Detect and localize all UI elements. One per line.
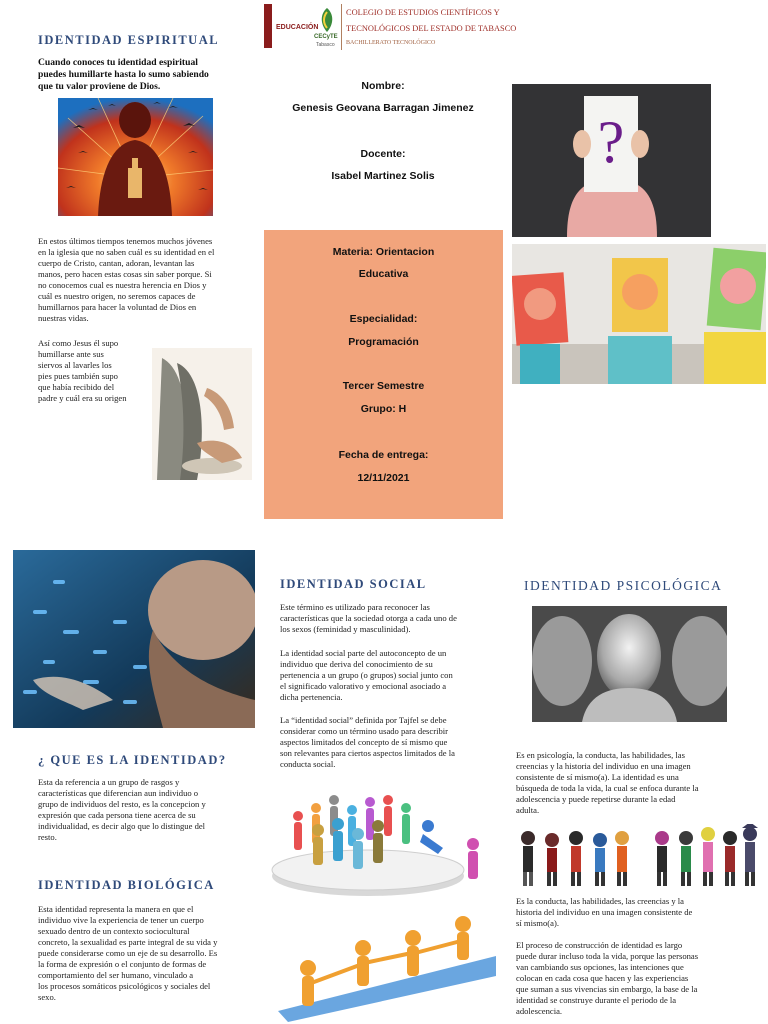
- text-line: manos, pero hacen estas cosas sin saber porque. Si: [38, 269, 212, 279]
- text-line: historia del individuo en una imagen consistente de: [516, 907, 693, 917]
- college-name-line3: BACHILLERATO TECNOLÓGICO: [346, 40, 436, 46]
- text-line: adulta.: [516, 805, 540, 815]
- social-title: IDENTIDAD SOCIAL: [280, 577, 427, 591]
- quote-line: Cuando conoces tu identidad espiritual: [38, 57, 198, 68]
- text-line: Es la conducta, las habilidades, las creencias y la: [516, 896, 684, 906]
- espiritual-paragraph-1: [38, 236, 253, 324]
- text-line: Este término es utilizado para reconocer las: [280, 602, 430, 612]
- social-paragraph-3: [280, 715, 495, 770]
- text-line: El proceso de construcción de identidad es largo: [516, 940, 683, 950]
- text-line: padre y cuál era su origen: [38, 393, 127, 403]
- text-line: el significado valorativo y emocional asociado a: [280, 681, 447, 691]
- semestre: Tercer Semestre: [342, 380, 425, 392]
- text-line: puede durar incluso toda la vida, porque las personas: [516, 951, 699, 961]
- text-line: que suman a sus vivencias sin embargo, la base de la: [516, 984, 698, 994]
- text-line: características que la sociedad otorga a cada uno de: [280, 613, 457, 623]
- text-line: Así como Jesus él supo: [38, 338, 119, 348]
- text-line: conducta social.: [280, 759, 336, 769]
- text-line: características que diferencian aun individuo o: [38, 788, 199, 798]
- psicologica-title: IDENTIDAD PSICOLÓGICA: [524, 578, 723, 593]
- text-line: son relevantes para ciertos aspectos limitados de la: [280, 748, 455, 758]
- text-line: identidad se construye durante el periodo de la: [516, 995, 677, 1005]
- text-line: individuo vive la experiencia de tener un cuerpo: [38, 915, 204, 925]
- text-line: humillarse ante sus: [38, 349, 104, 359]
- espiritual-title: IDENTIDAD ESPIRITUAL: [38, 33, 220, 47]
- dna-human-image: [13, 550, 255, 728]
- que-es-paragraph: [38, 777, 253, 843]
- materia-label: Materia: Orientacion: [332, 246, 435, 258]
- text-line: humillarnos para hacer la voluntad de Dios en: [38, 302, 197, 312]
- puzzle-people-image: [278, 916, 496, 1022]
- sep-emblem: [264, 4, 272, 48]
- text-line: cuál es nuestro origen, no seremos capaces de: [38, 291, 196, 301]
- text-line: cuerpo de Cristo, cantan, adoran, levantan las: [38, 258, 195, 268]
- text-line: adolescencia.: [516, 1006, 563, 1016]
- psicologica-paragraph-3: [516, 940, 742, 1017]
- text-line: concreto, la sexualidad es parte integral de su vida y: [38, 937, 218, 947]
- tabasco-wordmark: Tabasco: [316, 42, 335, 48]
- text-line: Es en psicología, la conducta, las habilidades, las: [516, 750, 685, 760]
- text-line: en la iglesia que no saben cuál es su identidad en el: [38, 247, 215, 257]
- spiritual-figure-image: [58, 98, 213, 216]
- quote-line: que tu valor proviene de Dios.: [38, 81, 161, 92]
- text-line: aspectos limitados del concepto de sí mismo que: [280, 737, 448, 747]
- group-people-image: [268, 786, 500, 900]
- text-line: sexuado dentro de un contexto sociocultural: [38, 926, 190, 936]
- biologica-title: IDENTIDAD BIOLÓGICA: [38, 878, 215, 892]
- text-line: Esta da referencia a un grupo de rasgos y: [38, 777, 180, 787]
- educacion-wordmark: EDUCACIÓN: [276, 24, 319, 31]
- cecyte-logo-icon: [316, 6, 338, 34]
- college-name-line1: COLEGIO DE ESTUDIOS CIENTÍFICOS Y: [346, 8, 500, 17]
- text-line: considerar como un término usado para describir: [280, 726, 448, 736]
- text-line: grupo de individuos del resto, es la concepcion y: [38, 799, 206, 809]
- biologica-paragraph: [38, 904, 253, 1003]
- teacher-name: Isabel Martinez Solis: [331, 170, 435, 182]
- text-line: adolescencia y puede repetirse durante la edad: [516, 794, 676, 804]
- text-line: resto.: [38, 832, 57, 842]
- text-line: colocan en cada cosa que hacen y las experiencias: [516, 973, 689, 983]
- text-line: los sexos (feminidad y masculinidad).: [280, 624, 411, 634]
- social-paragraph-2: [280, 648, 495, 703]
- especialidad-label: Especialidad:: [349, 313, 418, 325]
- svg-text:?: ?: [597, 109, 625, 175]
- info-card: [264, 230, 503, 519]
- college-name-line2: TECNOLÓGICOS DEL ESTADO DE TABASCO: [346, 24, 517, 33]
- children-drawings-image: [512, 244, 766, 384]
- quote-line: puedes humillarte hasta lo sumo sabiendo: [38, 69, 209, 80]
- cartoon-characters-image: [516, 824, 760, 894]
- school-logo: [264, 2, 517, 52]
- psicologica-paragraph-2: [516, 896, 736, 929]
- text-line: sí mismo(a).: [516, 918, 559, 928]
- question-mark-image: [512, 84, 711, 237]
- cecyte-wordmark: CECyTE: [314, 34, 338, 40]
- text-line: pertenencia a un grupo (o grupos) social junto con: [280, 670, 453, 680]
- text-line: expresión que cada persona tiene acerca de su: [38, 810, 196, 820]
- text-line: búsqueda de toda la vida, la cual se enfoca durante la: [516, 783, 699, 793]
- text-line: La “identidad social” definida por Tajfel se debe: [280, 715, 447, 725]
- text-line: comportamiento del ser humano, vinculado a: [38, 970, 194, 980]
- text-line: creencias y la historia del individuo en una imagen: [516, 761, 691, 771]
- psicologica-paragraph-1: [516, 750, 736, 816]
- text-line: los procesos somáticos psicológicos y sociales del: [38, 981, 211, 991]
- text-line: La identidad social parte del autoconcepto de un: [280, 648, 447, 658]
- docente-label: Docente:: [360, 148, 406, 160]
- text-line: Esta identidad representa la manera en que el: [38, 904, 194, 914]
- foot-washing-image: [152, 348, 252, 480]
- text-line: puede considerarse como un eje de su desarrollo. Es: [38, 948, 218, 958]
- text-line: dicha pertenencia.: [280, 692, 343, 702]
- text-line: pies pues también supo: [38, 371, 118, 381]
- text-line: nuestras vidas.: [38, 313, 89, 323]
- text-line: En estos últimos tiempos tenemos muchos jóvenes: [38, 236, 213, 246]
- materia-value: Educativa: [358, 268, 409, 280]
- text-line: que había recibido del: [38, 382, 115, 392]
- text-line: consistente de sí mismo(a). La identidad es una: [516, 772, 679, 782]
- grupo: Grupo: H: [360, 403, 407, 415]
- nombre-label: Nombre:: [361, 80, 405, 92]
- text-line: sexo.: [38, 992, 56, 1002]
- logo-divider: [341, 4, 342, 50]
- que-es-title: ¿ QUE ES LA IDENTIDAD?: [38, 753, 227, 767]
- text-line: no conocemos cual es nuestra herencia en Dios y: [38, 280, 207, 290]
- text-line: van cambiando sus opciones, las intenciones que: [516, 962, 684, 972]
- fecha-value: 12/11/2021: [357, 472, 410, 484]
- mannequin-image: [532, 606, 727, 722]
- text-line: individuo que deriva del conocimiento de su: [280, 659, 433, 669]
- especialidad-value: Programación: [348, 336, 419, 348]
- social-paragraph-1: [280, 602, 495, 635]
- text-line: siervos al lavarles los: [38, 360, 112, 370]
- text-line: individualidad, es decir algo que lo distingue del: [38, 821, 206, 831]
- espiritual-quote: [38, 57, 248, 93]
- espiritual-paragraph-2: [38, 338, 150, 404]
- fecha-label: Fecha de entrega:: [338, 449, 429, 461]
- text-line: la forma de expresión o el conjunto de formas de: [38, 959, 207, 969]
- student-name: Genesis Geovana Barragan Jimenez: [292, 102, 474, 114]
